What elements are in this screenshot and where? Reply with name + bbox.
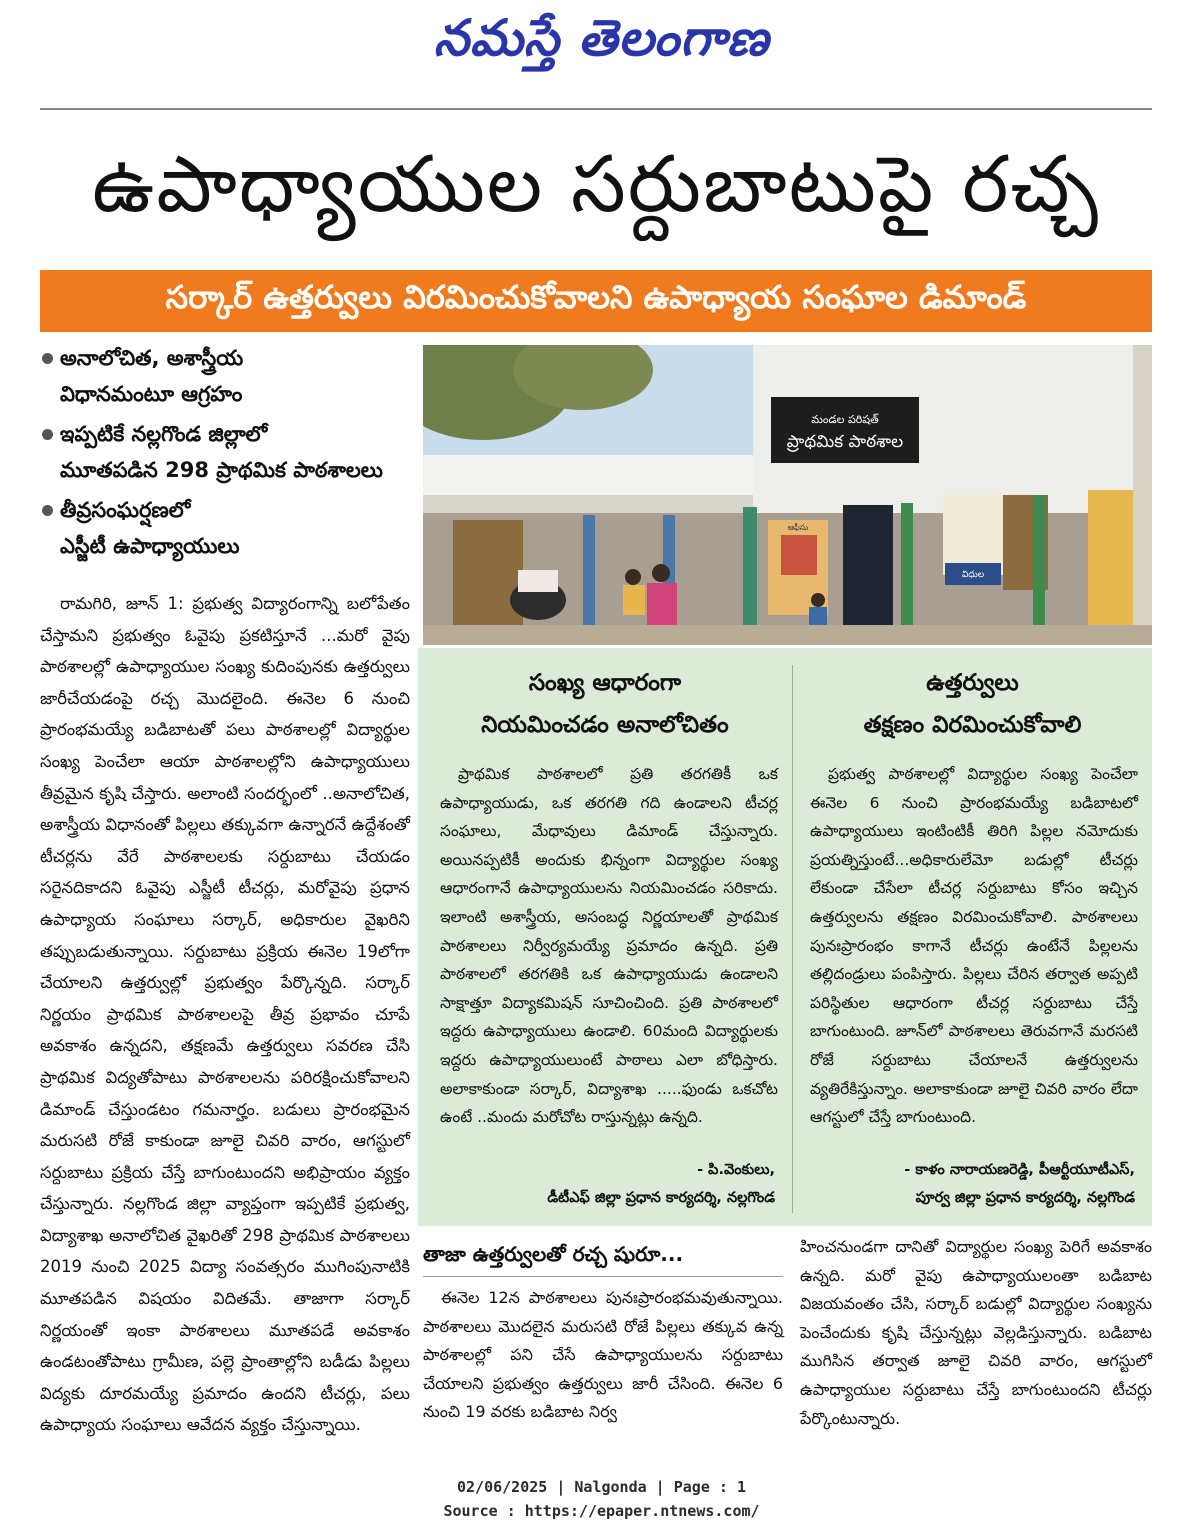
bullet-line: ఇప్పటికే నల్లగొండ జిల్లాలో — [60, 422, 268, 446]
subheading-divider — [423, 1276, 783, 1277]
masthead-title: నమస్తే తెలంగాణ — [433, 8, 770, 67]
bullet-item — [40, 340, 410, 412]
bullet-item — [40, 416, 410, 488]
school-photo — [423, 345, 1152, 645]
mid-column-text — [440, 760, 778, 1132]
mid-title-line1: సంఖ్య ఆధారంగా — [528, 670, 682, 696]
right-sig-role: పూర్వ జిల్లా ప్రధాన కార్యదర్శి, నల్లగొండ — [915, 1190, 1135, 1206]
article-paragraph: ఈనెల 12న పాఠశాలలు పునఃప్రారంభమవుతున్నాయి. పాఠశాలలు మొదలైన మరుసటి రోజే పిల్లలు తక్కువ ఉన్న పాఠశాలల్లో పని చేసే ఉపాధ్యాయులను సర్దుబాటు చేయాలని ప్రభుత్వం ఉత్తర్వులు జారీ చేసింది. ఈనెల 6 నుంచి 19 వరకు బడిబాట నిర్వ — [423, 1288, 783, 1422]
right-paragraph: ప్రభుత్వ పాఠశాలల్లో విద్యార్థుల సంఖ్య పెంచేలా ఈనెల 6 నుంచి ప్రారంభమయ్యే బడిబాటలో ఉపాధ్యాయులు ఇంటింటికీ తిరిగి పిల్లల నమోదుకు ప్రయత్నిస్తుంటే...అధికారులేమో బడుల్లో టీచర్లు లేకుండా చేసేలా టీచర్ల సర్దుబాటు కోసం ఇచ్చిన ఉత్తర్వులను తక్షణం విరమించుకోవాలి. పాఠశాలలు పునఃప్రారంభం కాగానే టీచర్లు ఉంటేనే పిల్లలను తల్లిదండ్రులు పంపిస్తారు. పిల్లలు చేరిన తర్వాత అప్పటి పరిస్థితుల ఆధారంగా టీచర్ల సర్దుబాటు చేస్తే బాగుంటుంది. జూన్‌లో పాఠశాలలు తెరువగానే మరసటి రోజే సర్దుబాటు చేయాలనే ఉత్తర్వులను వ్యతిరేకిస్తున్నాం. అలాకాకుండా జూలై చివరి వారం లేదా ఆగస్టులో చేస్తే బాగుంటుంది. — [810, 765, 1138, 1127]
right-sig-name: - కాళం నారాయణరెడ్డి, పీఆర్టీయూటీఎస్, — [904, 1162, 1135, 1178]
bullet-line: విధానమంటూ ఆగ్రహం — [60, 382, 243, 406]
right-title-line2: తక్షణం విరమించుకోవాలి — [863, 712, 1082, 738]
door-sign: ఆఫీసు — [787, 523, 809, 532]
mid-title-line2: నియమించడం అనాలోచితం — [481, 712, 729, 738]
board-line1: మండల పరిషత్ — [811, 413, 879, 426]
headline — [40, 130, 1152, 258]
article-body-right — [800, 1233, 1152, 1433]
mid-sig-role: డీటీఎఫ్ జిల్లా ప్రధాన కార్యదర్శి, నల్లగొండ — [547, 1190, 775, 1206]
article-paragraph: హించనుండగా దానితో విద్యార్థుల సంఖ్య పెరిగే అవకాశం ఉన్నది. మరో వైపు ఉపాధ్యాయులంతా బడిబాట విజయవంతం చేసి, సర్కార్ బడుల్లో విద్యార్థుల సంఖ్యను పెంచేందుకు కృషి చేస్తున్నట్లు వెల్లడిస్తున్నారు. బడిబాట ముగిసిన తర్వాత జూలై చివరి వారం, ఆగస్టులో ఉపాధ్యాయుల సర్దుబాటు చేస్తే బాగుంటుందని టీచర్లు పేర్కొంటున్నారు. — [800, 1237, 1152, 1428]
footer-date-line: 02/06/2025 | Nalgonda | Page : 1 — [457, 1478, 746, 1496]
bullet-item — [40, 492, 410, 564]
masthead-divider — [40, 108, 1152, 110]
right-column-title — [800, 662, 1145, 746]
board-line2: ప్రాథమిక పాఠశాల — [786, 432, 904, 452]
footer-source-line: Source : https://epaper.ntnews.com/ — [443, 1502, 760, 1520]
article-paragraph: రామగిరి, జూన్ 1: ప్రభుత్వ విద్యారంగాన్ని బలోపేతం చేస్తామని ప్రభుత్వం ఓవైపు ప్రకటిస్తూనే ...మరో వైపు పాఠశాలల్లో ఉపాధ్యాయుల సంఖ్య కుదింపునకు ఉత్తర్వులు జారీచేయడంపై రచ్చ మొదలైంది. ఈనెల 6 నుంచి ప్రారంభమయ్యే బడిబాటతో పలు పాఠశాలల్లో విద్యార్థుల సంఖ్య పెంచేలా ఆయా పాఠశాలల్లోని ఉపాధ్యాయులు తీవ్రమైన కృషి చేస్తారు. అలాంటి సందర్భంలో ..అనాలోచిత, అశాస్త్రీయ విధానంతో పిల్లలు తక్కువగా ఉన్నారనే ఉద్దేశంతో టీచర్లను వేరే పాఠశాలలకు సర్దుబాటు చేయడం సరైనదికాదని ఓవైపు ఎస్జీటీ టీచర్లు, మరోవైపు ప్రధాన ఉపాధ్యాయ సంఘాలు సర్కార్, అధికారుల వైఖరిని తప్పుబడుతున్నాయి. సర్దుబాటు ప్రక్రియ ఈనెల 19లోగా చేయాలని ఉత్తర్వుల్లో ప్రభుత్వం పేర్కొన్నది. సర్కార్ నిర్ణయం ప్రాథమిక పాఠశాలలపై తీవ్ర ప్రభావం చూపే అవకాశం ఉన్నదని, తక్షణమే ఉత్తర్వులు సవరణ చేసి ప్రాథమిక విద్యతోపాటు పాఠశాలలను పరిరక్షించుకోవాలని డిమాండ్ చేస్తుండటం గమనార్హం. బడులు ప్రారంభమైన మరుసటి రోజే కాకుండా జూలై చివరి వారం, ఆగస్టులో సర్దుబాటు ప్రక్రియ చేస్తే బాగుంటుందని అభిప్రాయం వ్యక్తం చేస్తున్నారు. నల్లగొండ జిల్లా వ్యాప్తంగా ఇప్పటికే ప్రభుత్వ, విద్యాశాఖ అనాలోచిత వైఖరితో 298 ప్రాథమిక పాఠశాలలు 2019 నుంచి 2025 విద్యా సంవత్సరం ముగింపునాటికి మూతపడిన విషయం విదితమే. తాజాగా సర్కార్ నిర్ణయంతో ఇంకా పాఠశాలలు మూతపడే అవకాశం ఉండటంతోపాటు గ్రామీణ, పల్లె ప్రాంతాల్లోని బడీడు పిల్లలు విద్యకు దూరమయ్యే ప్రమాదం ఉందని టీచర్లు, పలు ఉపాధ్యాయ సంఘాలు ఆవేదన వ్యక్తం చేస్తున్నాయి. — [40, 594, 410, 1435]
bullet-line: ఎస్జీటీ ఉపాధ్యాయులు — [60, 534, 240, 558]
right-signature — [800, 1156, 1135, 1212]
article-body-left — [40, 588, 410, 1441]
mid-paragraph: ప్రాథమిక పాఠశాలలో ప్రతి తరగతికీ ఒక ఉపాధ్యాయుడు, ఒక తరగతి గది ఉండాలని టీచర్ల సంఘాలు, మేధావులు డిమాండ్ చేస్తున్నారు. అయినప్పటికీ అందుకు భిన్నంగా విద్యార్థుల సంఖ్య ఆధారంగానే ఉపాధ్యాయులను నియమించడం సరికాదు. ఇలాంటి అశాస్త్రీయ, అసంబద్ధ నిర్ణయాలతో ప్రాథమిక పాఠశాలలు నిర్వీర్యమయ్యే ప్రమాదం ఉన్నది. ప్రతి పాఠశాలలో తరగతికి ఒక ఉపాధ్యాయుడు ఉండాలని సాక్షాత్తూ విద్యాకమిషన్ సూచించింది. ప్రతి పాఠశాలలో ఇద్దరు ఉపాధ్యాయులు ఉండాలి. 60మంది విద్యార్థులకు ఇద్దరు ఉపాధ్యాయులుంటే పాఠాలు ఎలా బోధిస్తారు. అలాకాకుండా సర్కార్, విద్యాశాఖ .....ఫుండు ఒకచోట ఉంటే ..మందు మరోచోట రాస్తున్నట్లు ఉన్నది. — [440, 765, 778, 1127]
school-building-illustration — [423, 345, 1152, 645]
article-body-middle — [423, 1284, 783, 1427]
bullet-line: తీవ్రసంఘర్షణలో — [60, 498, 191, 522]
subheadline-banner — [40, 270, 1152, 332]
right-title-line1: ఉత్తర్వులు — [926, 670, 1019, 696]
headline-text: ఉపాధ్యాయుల సర్దుబాటుపై రచ్చ — [92, 139, 1100, 230]
bullet-line: మూతపడిన 298 ప్రాథమిక పాఠశాలలు — [60, 458, 383, 482]
mid-sig-name: - పి.వెంకులు, — [697, 1162, 775, 1178]
poster-text: విధుల — [961, 570, 985, 580]
right-column-text — [810, 760, 1138, 1132]
masthead — [0, 8, 1203, 74]
page-footer — [0, 1475, 1203, 1523]
mid-signature — [430, 1156, 775, 1212]
mid-column-title — [423, 662, 787, 746]
bullet-line: అనాలోచిత, అశాస్త్రీయ — [60, 346, 244, 370]
highlight-bullets — [40, 340, 410, 568]
subheadline-text: సర్కార్ ఉత్తర్వులు విరమించుకోవాలని ఉపాధ్యాయ సంఘాల డిమాండ్ — [165, 278, 1027, 316]
column-divider — [792, 665, 793, 1213]
section-subheading: తాజా ఉత్తర్వులతో రచ్చ షురూ... — [423, 1242, 684, 1266]
